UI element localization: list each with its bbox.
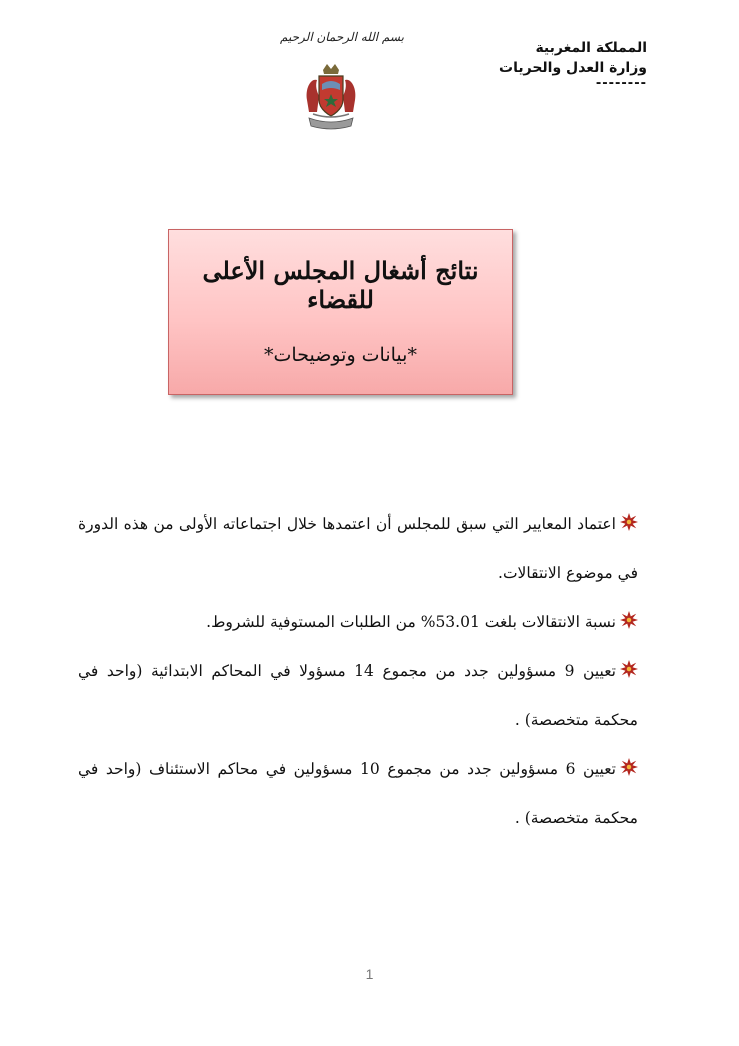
star-burst-icon: [620, 611, 638, 629]
title-box: [168, 229, 513, 395]
document-subtitle: *بيانات وتوضيحات*: [264, 344, 417, 366]
header-underline: --------: [595, 76, 647, 91]
list-item-text: نسبة الانتقالات بلغت 53.01% من الطلبات المستوفية للشروط.: [206, 613, 616, 631]
basmala: بسم الله الرحمان الرحيم: [280, 30, 404, 44]
list-item: [78, 500, 638, 598]
page-number: 1: [365, 966, 374, 982]
list-item: [78, 745, 638, 843]
institution-header: [499, 38, 647, 90]
list-item-text: تعيين 6 مسؤولين جدد من مجموع 10 مسؤولين في محاكم الاستئناف (واحد في محكمة متخصصة) .: [78, 760, 638, 827]
star-burst-icon: [620, 660, 638, 678]
list-item-text: اعتماد المعايير التي سبق للمجلس أن اعتمدها خلال اجتماعاته الأولى من هذه الدورة في موضوع الانتقالات.: [78, 515, 638, 582]
list-item-text: تعيين 9 مسؤولين جدد من مجموع 14 مسؤولا في المحاكم الابتدائية (واحد في محكمة متخصصة) .: [78, 662, 638, 729]
document-title: نتائج أشغال المجلس الأعلى للقضاء: [202, 256, 479, 314]
moroccan-coat-of-arms-icon: [303, 60, 359, 134]
list-item: [78, 598, 638, 647]
ministry-name: وزارة العدل والحريات: [499, 60, 647, 76]
list-item: [78, 647, 638, 745]
star-burst-icon: [620, 513, 638, 531]
kingdom-name: المملكة المغربية: [535, 40, 647, 56]
star-burst-icon: [620, 758, 638, 776]
results-list: [78, 500, 638, 843]
